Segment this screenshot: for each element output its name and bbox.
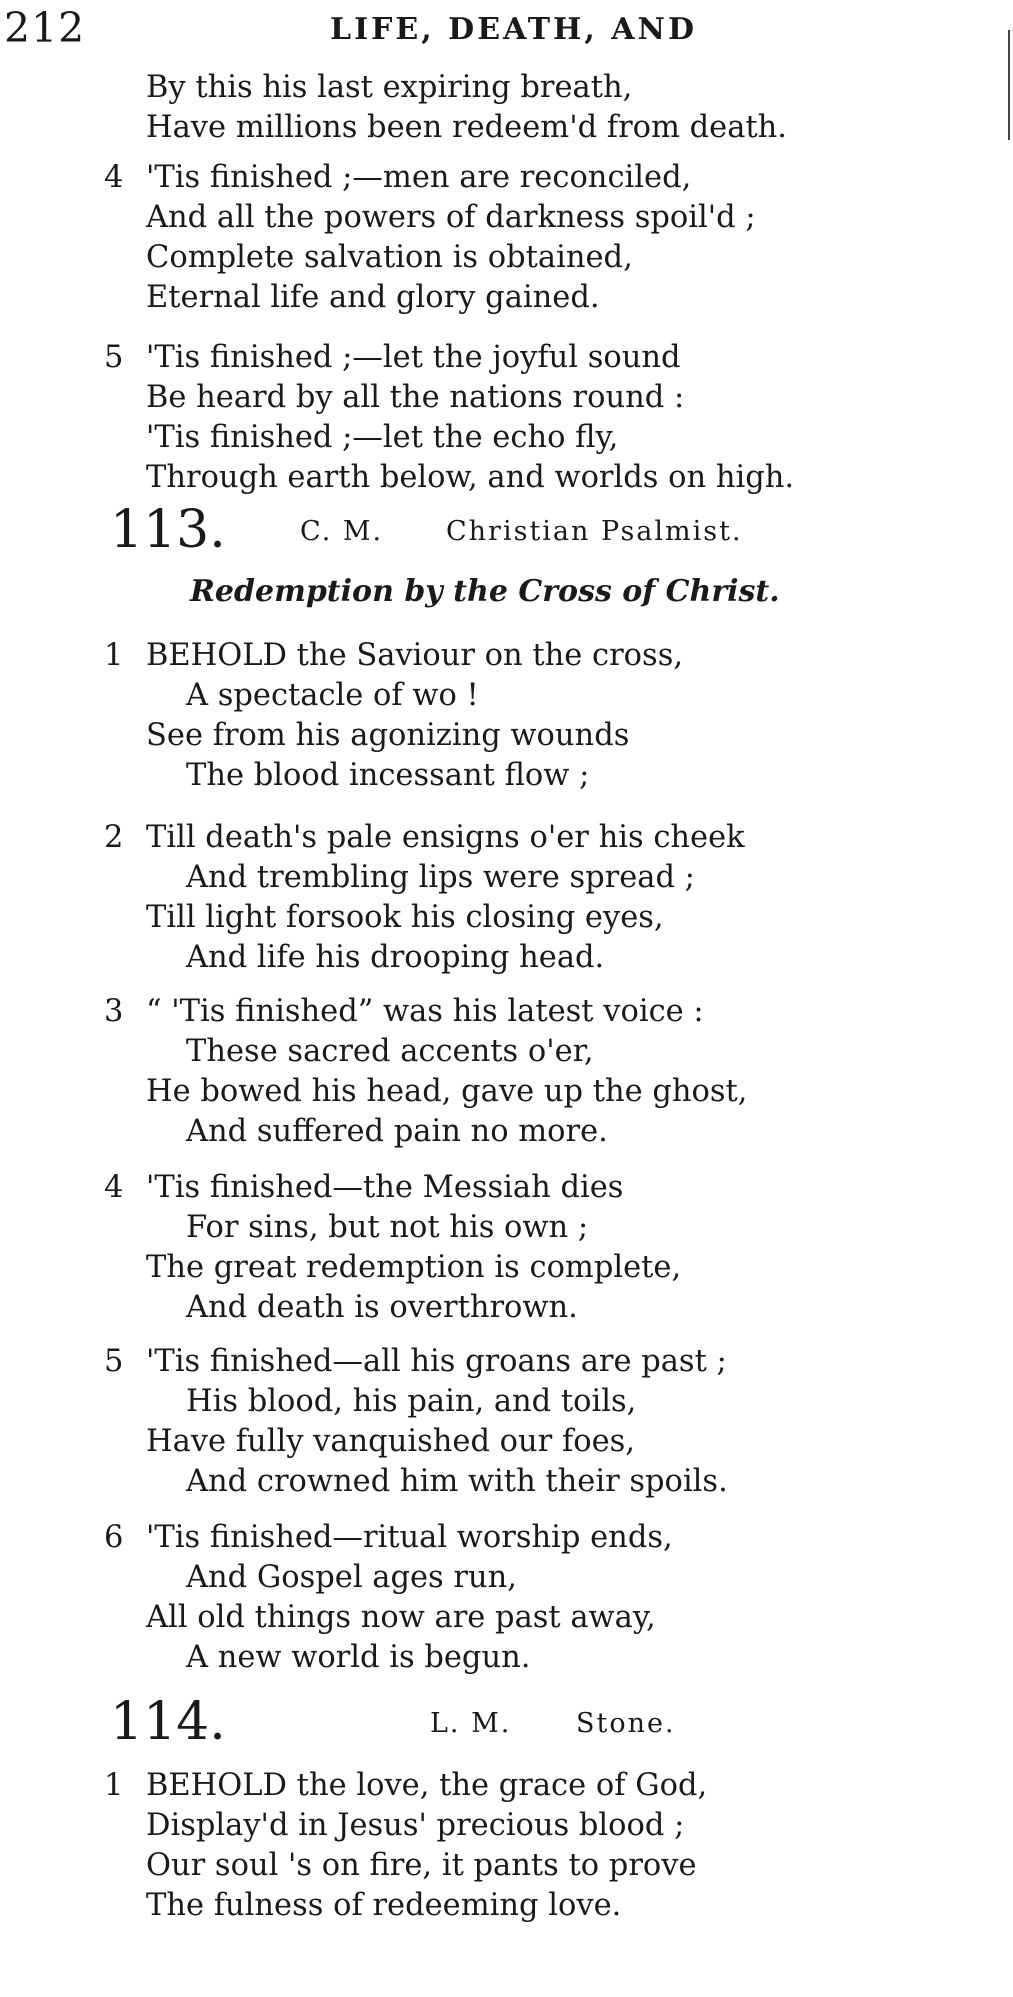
- verse-line: Till death's pale ensigns o'er his cheek: [146, 820, 745, 855]
- verse-line: He bowed his head, gave up the ghost,: [146, 1074, 748, 1109]
- verse-line: A new world is begun.: [186, 1640, 531, 1675]
- verse-line: Eternal life and glory gained.: [146, 280, 600, 315]
- verse-line: All old things now are past away,: [146, 1600, 656, 1635]
- verse-number: 4: [104, 160, 124, 195]
- verse-line: And crowned him with their spoils.: [186, 1464, 728, 1499]
- verse-line: By this his last expiring breath,: [146, 70, 633, 105]
- verse-line: 'Tis finished—ritual worship ends,: [146, 1520, 673, 1555]
- verse-line: See from his agonizing wounds: [146, 718, 630, 753]
- verse-line: 'Tis finished—the Messiah dies: [146, 1170, 624, 1205]
- verse-number: 4: [104, 1170, 124, 1205]
- verse-line: Till light forsook his closing eyes,: [146, 900, 664, 935]
- verse-line: And Gospel ages run,: [186, 1560, 517, 1595]
- verse-line: And death is overthrown.: [186, 1290, 578, 1325]
- verse-line: These sacred accents o'er,: [186, 1034, 594, 1069]
- verse-line: His blood, his pain, and toils,: [186, 1384, 637, 1419]
- verse-line: Our soul 's on fire, it pants to prove: [146, 1848, 697, 1883]
- verse-line: 'Tis finished ;—let the joyful sound: [146, 340, 681, 375]
- verse-line: 'Tis finished ;—men are reconciled,: [146, 160, 692, 195]
- verse-line: Be heard by all the nations round :: [146, 380, 685, 415]
- verse-line: 'Tis finished ;—let the echo fly,: [146, 420, 619, 455]
- verse-line: Have fully vanquished our foes,: [146, 1424, 635, 1459]
- verse-line: And suffered pain no more.: [186, 1114, 608, 1149]
- hymn-number: 113.: [110, 500, 226, 560]
- verse-number: 1: [104, 638, 124, 673]
- verse-line: Have millions been redeem'd from death.: [146, 110, 787, 145]
- hymn-meter: L. M.: [430, 1708, 512, 1739]
- verse-line: BEHOLD the love, the grace of God,: [146, 1768, 708, 1803]
- verse-line: The great redemption is complete,: [146, 1250, 682, 1285]
- verse-number: 1: [104, 1768, 124, 1803]
- hymn-author: Stone.: [576, 1708, 676, 1739]
- verse-line: And trembling lips were spread ;: [186, 860, 695, 895]
- verse-line: And all the powers of darkness spoil'd ;: [146, 200, 756, 235]
- verse-line: 'Tis finished—all his groans are past ;: [146, 1344, 727, 1379]
- page-header: [0, 4, 1013, 52]
- hymn-number: 114.: [110, 1692, 226, 1752]
- verse-line: For sins, but not his own ;: [186, 1210, 589, 1245]
- verse-line: Through earth below, and worlds on high.: [146, 460, 795, 495]
- verse-number: 5: [104, 1344, 124, 1379]
- page-edge-mark: [1008, 30, 1010, 140]
- verse-line: Complete salvation is obtained,: [146, 240, 633, 275]
- verse-number: 6: [104, 1520, 124, 1555]
- running-head: LIFE, DEATH, AND: [330, 12, 697, 47]
- verse-line: The fulness of redeeming love.: [146, 1888, 622, 1923]
- verse-number: 3: [104, 994, 124, 1029]
- verse-line: A spectacle of wo !: [186, 678, 479, 713]
- verse-line: BEHOLD the Saviour on the cross,: [146, 638, 684, 673]
- hymn-author: Christian Psalmist.: [446, 516, 743, 547]
- verse-line: The blood incessant flow ;: [186, 758, 590, 793]
- verse-line: And life his drooping head.: [186, 940, 605, 975]
- verse-number: 2: [104, 820, 124, 855]
- verse-line: “ 'Tis finished” was his latest voice :: [146, 994, 704, 1029]
- page-number: 212: [4, 4, 86, 52]
- verse-line: Display'd in Jesus' precious blood ;: [146, 1808, 685, 1843]
- verse-number: 5: [104, 340, 124, 375]
- hymn-meter: C. M.: [300, 516, 384, 547]
- hymn-title: Redemption by the Cross of Christ.: [190, 574, 780, 609]
